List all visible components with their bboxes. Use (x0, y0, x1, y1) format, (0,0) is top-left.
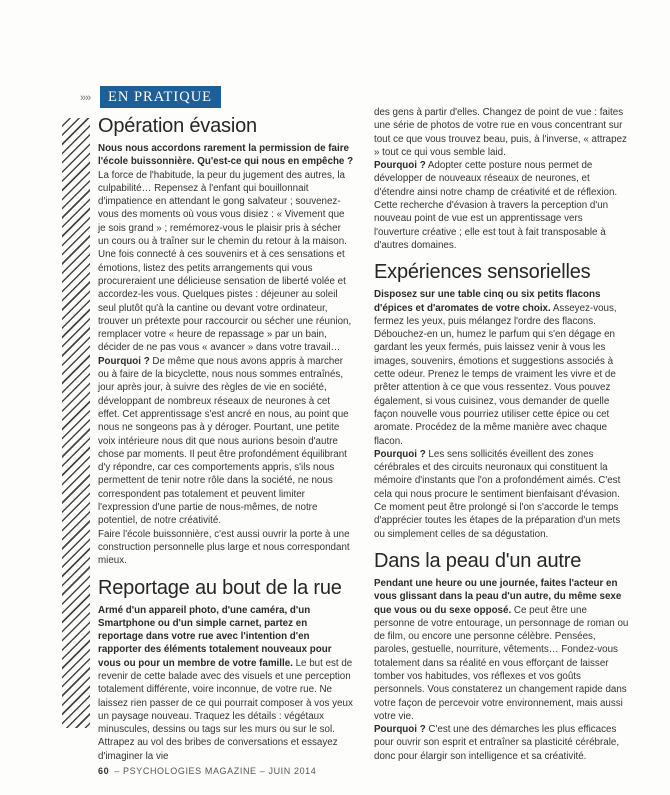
article-title-evasion: Opération évasion (98, 115, 257, 137)
right-column (374, 106, 630, 763)
article-body: Le but est de revenir de cette balade avec des visuels et une perception totalement différente, voire inconnue, de votre rue. Ne laissez rien passer de ce qui pourrait composer à vos yeux un paysage nouveau. Traquez les détails : végétaux minuscules, dessins ou tags sur les murs ou sur le sol. Attrapez au vol des bribes de conversations et essayez d'imaginer la vie (98, 657, 353, 762)
why-label: Pourquoi ? (374, 448, 426, 460)
article-body: Ce peut être une personne de votre entourage, un personnage de roman ou de film, ou encore une personne célèbre. Pensées, paroles, gestuelle, nourriture, vêtements… Fondez-vous totalement dans sa réalité en vous efforçant de laisser tomber vos habitudes, vos réflexes et vos goûts personnels. Vous constaterez un changement rapide dans votre façon de percevoir votre environnement, mais aussi votre vie. (374, 604, 629, 722)
why-text: C'est une des démarches les plus efficaces pour ouvrir son esprit et entraîner sa plasticité cérébrale, donc pour élargir son intelligence et sa créativité. (374, 724, 620, 762)
why-label: Pourquoi ? (374, 724, 426, 736)
decorative-hatch-stripe (62, 118, 90, 728)
article-paragraph (374, 106, 630, 252)
article-lead: Pendant une heure ou une journée, faites l'acteur en vous glissant dans la peau d'un autre, du même sexe que vous ou du sexe opposé. (374, 577, 622, 616)
article-title-reportage: Reportage au bout de la rue (98, 576, 342, 599)
why-label: Pourquoi ? (98, 355, 150, 367)
footer-text: – PSYCHOLOGIES MAGAZINE – JUIN 2014 (114, 766, 317, 776)
why-text: Adopter cette posture nous permet de développer de nouveaux réseaux de neurones, et d'étendre ainsi notre champ de créativité et de réflexion. Cette recherche d'évasion à travers la perception d'un nouveau point de vue est un apprentissage vers l'ouverture créative ; elle est tout à fait transposable à d'autres domaines. (374, 160, 618, 251)
article-lead: Disposez sur une table cinq ou six petits flacons d'épices et d'aromates de votre choix. (374, 289, 601, 314)
article-body-continued: des gens à partir d'elles. Changez de point de vue : faites une série de photos de votre rue en vous concentrant sur tout ce que vous trouvez beau, puis, à l'inverse, « attrapez » tout ce qui vous semble laid. (374, 107, 627, 158)
article-body: Asseyez-vous, fermez les yeux, puis mélangez l'ordre des flacons. Débouchez-en un, humez le parfum qui s'en dégage en gardant les yeux fermés, puis laissez venir à vous les images, souvenirs, émotions et suggestions associés à cette odeur. Prenez le temps de vraiment les vivre et de prêter attention à ce que vous ressentez. Vous pouvez également, si vous cuisinez, vous demander de quelle façon nouvelle vous pourriez utiliser cette épice ou cet aromate. Procédez de la même manière avec chaque flacon. (374, 302, 617, 447)
article-paragraph (374, 288, 630, 541)
left-column (98, 106, 354, 763)
article-title-sensorielles: Expériences sensorielles (374, 261, 591, 284)
article-body: Faire l'école buissonnière, c'est aussi ouvrir la porte à une construction personnelle plus large et nous correspondant mieux. (98, 528, 350, 567)
page-footer (98, 766, 316, 776)
article-lead: Nous nous accordons rarement la permission de faire l'école buissonnière. Qu'est-ce qui nous en empêche ? (98, 143, 354, 168)
why-text: Les sens sollicités éveillent des zones cérébrales et des circuits neuronaux qui constituent la mémoire d'instants que l'on a profondément aimés. C'est cela qui nous procure le sentiment bienfaisant d'évasion. Ce moment peut être prolongé si l'on s'accorde le temps d'apprécier toutes les étapes de la préparation d'un mets ou simplement celles de sa dégustation. (374, 448, 621, 540)
article-paragraph (98, 604, 354, 764)
chevrons-icon: »» (80, 92, 91, 104)
article-paragraph (98, 142, 354, 568)
article-title-peau: Dans la peau d'un autre (374, 549, 582, 572)
section-tag: EN PRATIQUE (100, 86, 221, 108)
article-body: La force de l'habitude, la peur du jugement des autres, la culpabilité… Repensez à l'enfant qui bouillonnait d'impatience en attendant le gong salvateur ; souvenez-vous des moments où vous vous disiez : « Vivement que je sois grand » ; remémorez-vous le plaisir pris à sécher un cours ou à traîner sur le chemin du retour à la maison. Une fois connecté à ces souvenirs et à ces sensations et émotions, listez des petits arrangements qui vous procureraient une délicieuse sensation de liberté volée et accordez-les vous. Quelques pistes : déjeuner au soleil seul plutôt qu'à la cantine ou devant votre ordinateur, trouver un prétexte pour raccourcir ou sécher une réunion, remplacer votre « heure de repassage » par un bain, décider de ne pas vous « avancer » dans votre travail… (98, 169, 352, 354)
why-text: De même que nous avons appris à marcher ou à faire de la bicyclette, nous nous sommes entraînés, jour après jour, à suivre des règles de vie en société, développant de nombreux réseaux de neurones à cet effet. Cet apprentissage s'est ancré en nous, au point que nous ne songeons pas à y déroger. Pourtant, une petite voix intérieure nous dit que nous aurions besoin d'autre chose par moments. Il peut être profondément équilibrant d'y répondre, car ces comportements appris, s'ils nous permettent de tenir notre rôle dans la société, ne nous correspondent pas totalement et peuvent limiter l'expression d'une partie de nous-mêmes, de notre potentiel, de notre créativité. (98, 355, 349, 527)
why-label: Pourquoi ? (374, 160, 426, 172)
page-number: 60 (98, 766, 110, 776)
article-lead: Armé d'un appareil photo, d'une caméra, d'un Smartphone ou d'un simple carnet, partez en reportage dans votre rue avec l'intention d'en rapporter des éléments totalement nouveaux pour vous ou pour un membre de votre famille. (98, 604, 332, 669)
article-paragraph (374, 577, 630, 763)
